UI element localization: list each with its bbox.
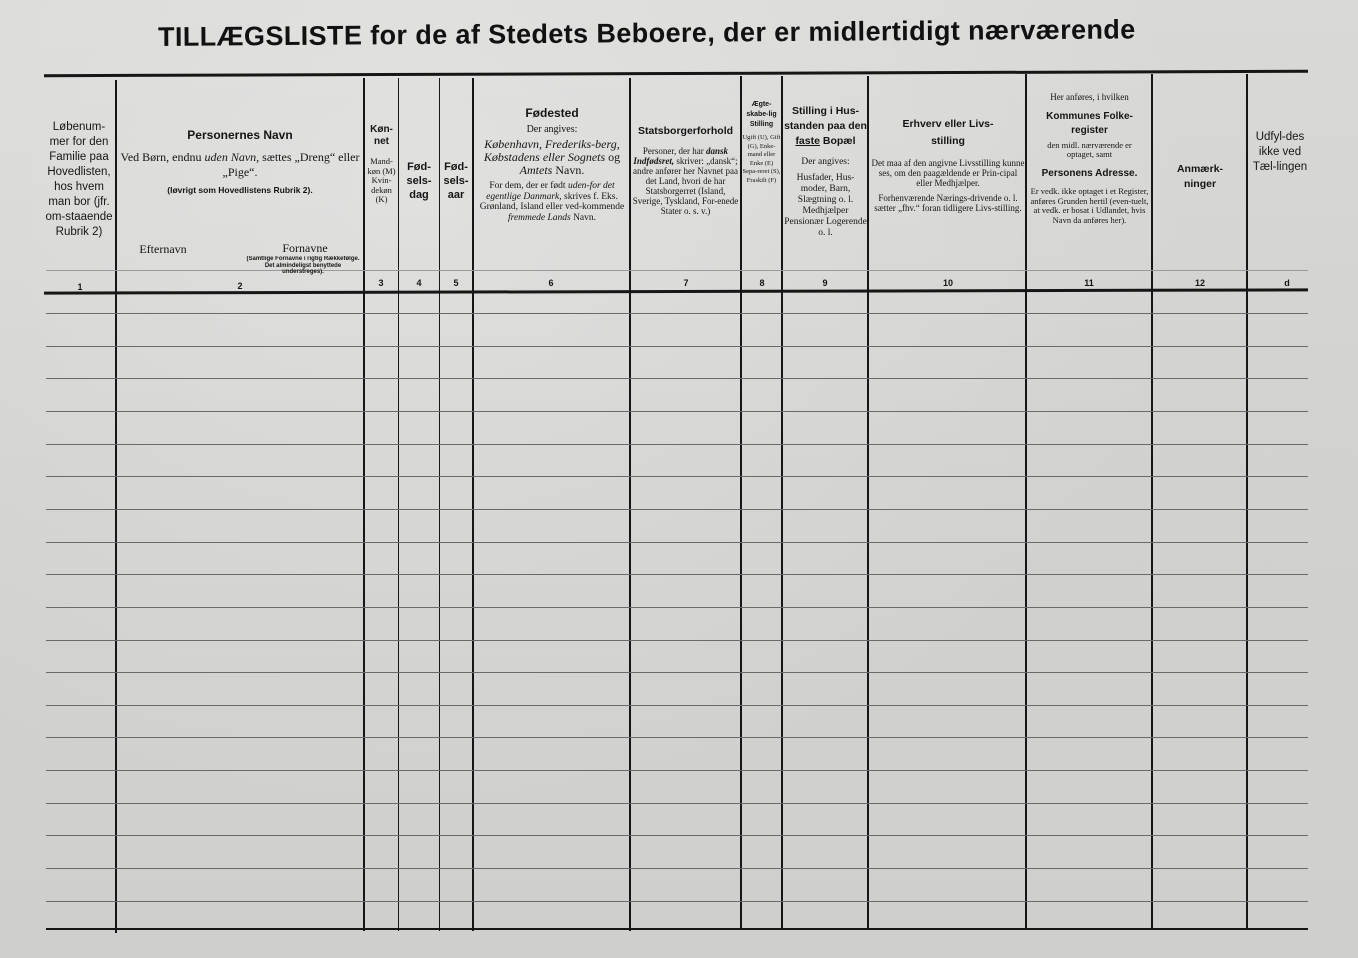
top-rule xyxy=(44,70,1308,77)
col6-foreign-end: Navn. xyxy=(573,212,597,223)
col6-header xyxy=(476,108,628,223)
col-divider-11 xyxy=(1151,74,1153,929)
col10-number: 10 xyxy=(942,278,953,288)
col6-foreign-em1: uden-for det egentlige Danmark, xyxy=(486,181,615,202)
col9-number: 9 xyxy=(822,278,828,288)
entry-row-line xyxy=(46,476,1308,477)
col3-heading: Køn-net xyxy=(370,124,393,147)
col2-note: (Iøvrigt som Hovedlistens Rubrik 2). xyxy=(167,184,313,195)
col2-instruction xyxy=(120,150,360,180)
entry-row-line xyxy=(46,313,1308,314)
entry-row-line xyxy=(46,346,1308,347)
entry-row-line xyxy=(46,737,1308,738)
colnum-separator xyxy=(46,270,1308,271)
entry-row-line xyxy=(46,444,1308,445)
entry-row-line xyxy=(46,574,1308,575)
entry-row-line xyxy=(46,770,1308,771)
entry-row-line xyxy=(46,509,1308,510)
col6-foreign-em2: fremmede Lands xyxy=(507,212,571,223)
col11-sub: den midl. nærværende er optaget, samt xyxy=(1047,139,1132,159)
entry-row-line xyxy=(46,607,1308,608)
col11-header xyxy=(1028,92,1151,225)
col1-number: 1 xyxy=(77,282,83,292)
col-divider-7 xyxy=(740,76,742,929)
col12-number: 12 xyxy=(1194,278,1205,288)
col9-heading-pre: Stilling i Hus-standen paa den xyxy=(784,105,867,132)
bottom-rule xyxy=(46,928,1308,930)
col6-og: og xyxy=(608,150,621,164)
col6-foreign-pre: For dem, der er født xyxy=(489,181,566,191)
col7-header xyxy=(631,126,740,216)
col11-text: Er vedk. ikke optaget i et Register, anføres Grunden hertil (even-tuelt, at vedk. er bosat i Udlandet, hvis Navn da anføres her). xyxy=(1030,186,1149,225)
col12-header: Anmærk-ninger xyxy=(1176,163,1224,190)
col2-header xyxy=(120,130,360,195)
col11-top: Her anføres, i hvilken xyxy=(1050,92,1129,102)
entry-row-line xyxy=(46,705,1308,706)
entry-row-line xyxy=(46,803,1308,804)
col2-given-names: Fornavne xyxy=(282,243,328,255)
col6-italic2: Sognets xyxy=(567,150,606,164)
col8-number: 8 xyxy=(759,278,765,288)
entry-row-line xyxy=(46,378,1308,379)
col6-heading: Fødested xyxy=(525,108,579,120)
col9-text: Husfader, Hus-moder, Barn, Slægtning o. l. Medhjælper Pensionær Logerende o. l. xyxy=(784,172,867,238)
col11-number: 11 xyxy=(1084,278,1094,288)
col6-foreign-post: skrives f. Eks. Grønland, Island eller ved-kommende xyxy=(479,191,625,212)
col-divider-8 xyxy=(781,76,783,929)
col2-instruction-pre: Ved Børn, endnu xyxy=(120,149,202,164)
col6-navn: Navn. xyxy=(555,163,585,177)
col6-italic1: København, Frederiks-berg, Købstadens eller xyxy=(483,137,620,164)
col5-header: Fød-sels-aar xyxy=(443,161,469,201)
entry-row-line xyxy=(46,640,1308,641)
col10-text1: Det maa af den angivne Livsstilling kunne ses, om den paagældende er Prin-cipal eller Medhjælper. xyxy=(871,158,1025,188)
col6-places xyxy=(476,138,628,177)
col7-em: dansk Indfødsret, xyxy=(633,145,729,166)
col2-surname: Efternavn xyxy=(139,244,187,256)
col7-post: skriver: „dansk“; andre anfører her Navnet paa det Land, hvori de har Statsborgerret (Island, Sverige, Tyskland, For-enede Stater o. s. v.) xyxy=(632,155,739,216)
col10-text2: Forhenværende Nærings-drivende o. l. sætter „fhv.“ foran tidligere Livs-stilling. xyxy=(874,193,1022,213)
col2-instruction-post: sættes „Dreng“ eller „Pige“. xyxy=(222,149,360,179)
col4-number: 4 xyxy=(416,278,422,288)
col-divider-12 xyxy=(1246,74,1248,929)
col4-header: Fød-sels-dag xyxy=(406,161,432,201)
col7-text xyxy=(631,146,740,216)
col3-number: 3 xyxy=(378,278,384,288)
col-divider-9 xyxy=(867,76,869,929)
entry-row-line xyxy=(46,542,1308,543)
entry-row-line xyxy=(46,411,1308,412)
entry-row-line xyxy=(46,835,1308,836)
col2-heading: Personernes Navn xyxy=(187,130,293,142)
col9-heading xyxy=(784,104,867,149)
entry-row-line xyxy=(46,901,1308,902)
col2-given-note: (Samtlige Fornavne i rigtig Rækkefølge. Det almindeligst benyttede understreges). xyxy=(246,256,360,275)
col8-heading: Ægte-skabe-lig Stilling xyxy=(746,101,777,128)
col9-heading-post: Bopæl xyxy=(822,135,856,147)
col2-number: 2 xyxy=(237,281,243,291)
col-divider-1 xyxy=(115,80,117,933)
form-title: TILLÆGSLISTE for de af Stedets Beboere, der er midlertidigt nærværende xyxy=(157,14,1136,52)
col13-number: d xyxy=(1284,278,1290,288)
col10-heading: Erhverv eller Livs-stilling xyxy=(902,118,994,147)
col3-text: Mand-køn (M) Kvin-dekøn (K) xyxy=(367,156,396,204)
col8-header xyxy=(742,100,781,185)
col9-sub: Der angives: xyxy=(801,157,850,167)
col5-number: 5 xyxy=(453,278,459,288)
entry-row-line xyxy=(46,672,1308,673)
col6-sub: Der angives: xyxy=(526,123,578,135)
col11-heading1: Kommunes Folke-register xyxy=(1046,110,1133,136)
col6-number: 6 xyxy=(548,278,554,288)
col3-header xyxy=(365,124,398,205)
col11-heading2: Personens Adresse. xyxy=(1041,167,1138,179)
col9-heading-u: faste xyxy=(795,135,820,147)
col10-header xyxy=(871,116,1025,213)
col6-italic3: Amtets xyxy=(519,163,553,177)
col1-text: Løbenum-mer for den Familie paa Hovedlisten, hos hvem man bor (jfr. om-staaende Rubrik 2) xyxy=(45,121,113,238)
col1-header xyxy=(44,120,114,240)
col6-foreign xyxy=(476,181,628,223)
col7-number: 7 xyxy=(683,278,689,288)
col-divider-10 xyxy=(1025,74,1027,929)
col7-pre: Personer, der har xyxy=(642,145,704,156)
col13-header: Udfyl-des ikke ved Tæl-lingen xyxy=(1252,131,1308,173)
col7-heading: Statsborgerforhold xyxy=(637,126,734,137)
entry-row-line xyxy=(46,868,1308,869)
col8-text: Ugift (U), Gift (G), Enke-mand eller Enke (E) Sepa-reret (S), Fraskilt (F) xyxy=(742,134,781,184)
col2-instruction-em: uden Navn, xyxy=(204,149,260,164)
col9-header xyxy=(784,104,867,239)
